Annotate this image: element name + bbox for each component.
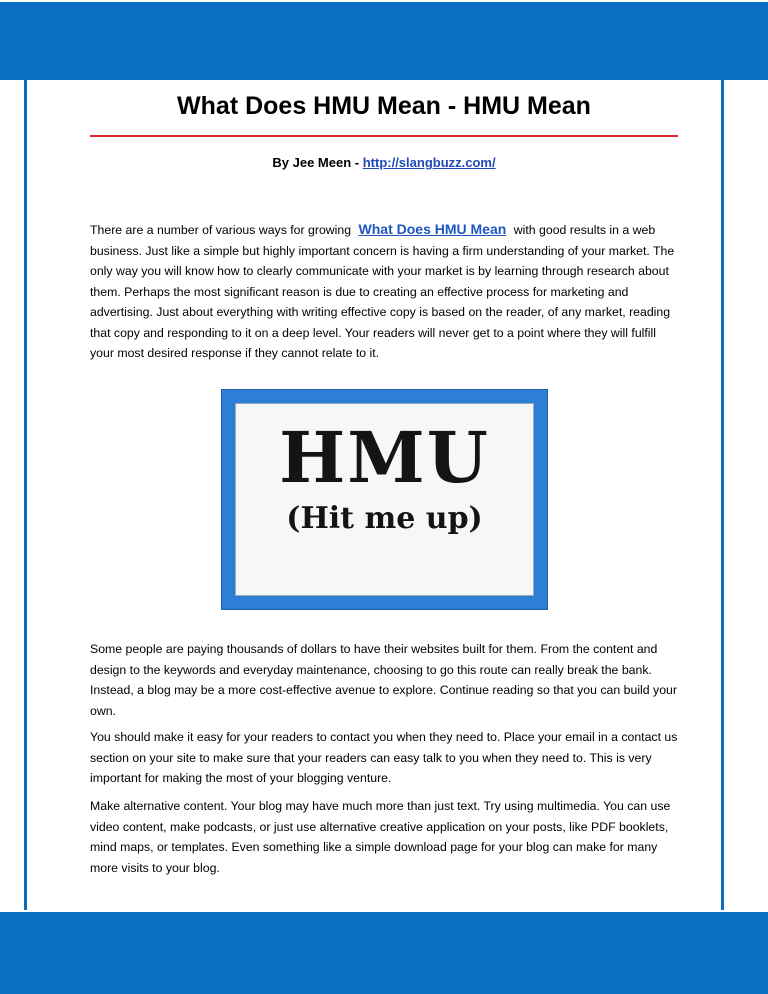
- intro-text-before: There are a number of various ways for growing: [90, 223, 352, 237]
- paragraph-2: Some people are paying thousands of dollars to have their websites built for them. From the content and design to the keywords and everyday maintenance, choosing to go this route can really break the bank. Instead, a blog may be a more cost-effective avenue to explore. Continue reading so that you can build your own.: [90, 642, 677, 718]
- bottom-band: [0, 912, 768, 994]
- intro-text-after: with good results in a web business. Just like a simple but highly important concern is having a firm understanding of your market. The only way you will know how to clearly communicate with your market is by learning through research about them. Perhaps the most significant reason is due to creating an effective process for marketing and advertising. Just about everything with writing effective copy is based on the reader, of any market, reading that copy and responding to it on a deep level. Your readers will never get to a point where they will fulfill your most desired response if they cannot relate to it.: [90, 223, 675, 360]
- hmu-image: [221, 389, 548, 610]
- top-band: [0, 0, 768, 80]
- hmu-image-panel: [235, 403, 534, 596]
- paragraph-4: Make alternative content. Your blog may have much more than just text. Try using multimedia. You can use video content, make podcasts, or just use alternative creative application on your posts, like PDF booklets, mind maps, or templates. Even something like a simple download page for your blog can make for many more visits to your blog.: [90, 799, 671, 875]
- paragraph-intro: [90, 219, 678, 364]
- right-edge-line: [721, 0, 724, 994]
- page-title: What Does HMU Mean - HMU Mean: [177, 92, 591, 120]
- byline-author: By Jee Meen -: [272, 155, 363, 170]
- bottom-band-line: [0, 910, 768, 912]
- top-band-line: [0, 0, 768, 2]
- byline: [90, 155, 678, 170]
- hmu-image-title: HMU: [279, 416, 490, 499]
- hmu-image-subtitle: (Hit me up): [286, 501, 483, 536]
- paragraph-3: You should make it easy for your readers to contact you when they need to. Place your email in a contact us section on your site to make sure that your readers can easy talk to you when they need to. This is very important for making the most of your blogging venture.: [90, 730, 678, 785]
- byline-link[interactable]: http://slangbuzz.com/: [362, 155, 496, 170]
- title-divider: [90, 135, 678, 137]
- keyword-link[interactable]: What Does HMU Mean: [358, 221, 507, 237]
- left-edge-line: [24, 0, 27, 994]
